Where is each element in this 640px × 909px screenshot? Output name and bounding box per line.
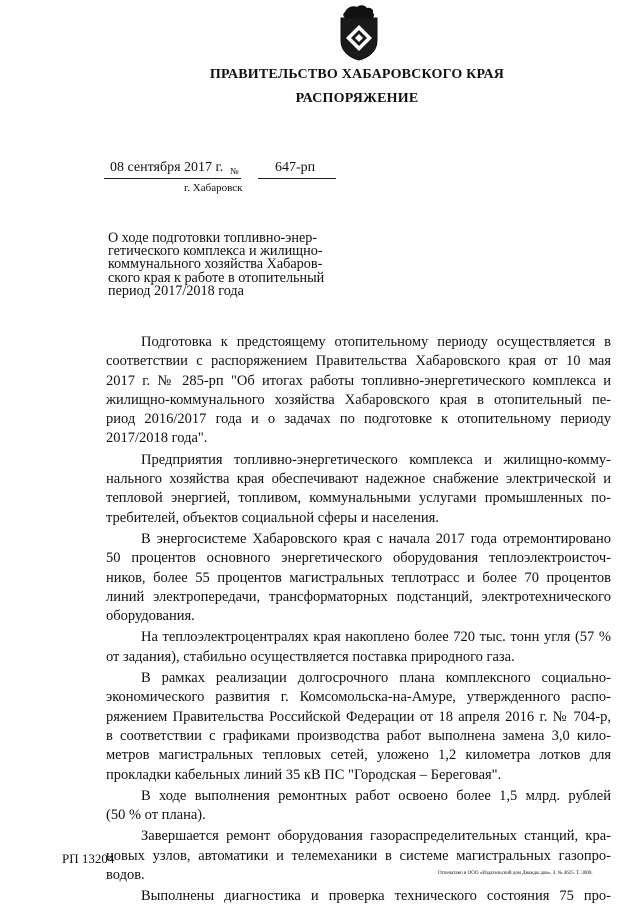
paragraph-line: от задания), стабильно осуществляется поставка природного газа. <box>106 648 515 665</box>
paragraph-line: В энергосистеме Хабаровского края с начала 2017 года отремонтировано <box>141 530 611 547</box>
paragraph-line: Предприятия топливно-энергетического комплекса и жилищно-комму- <box>141 451 611 468</box>
paragraph <box>106 451 611 528</box>
subject-line: ского края к работе в отопительный <box>108 269 325 286</box>
paragraph-line: Завершается ремонт оборудования газораспределительных станций, кра- <box>141 828 611 845</box>
number-underline <box>258 178 336 179</box>
paragraph-line: Выполнены диагностика и проверка технического состояния 75 про- <box>141 888 611 905</box>
paragraph-line: риод 2016/2017 года и о задачах по подготовке к отопительному периоду <box>106 411 611 428</box>
paragraph-line: В рамках реализации долгосрочного плана комплексного социально- <box>141 670 611 687</box>
number-sign: № <box>230 166 239 176</box>
paragraph-line: нального хозяйства края обеспечивают надежное снабжение электрической и <box>106 471 611 488</box>
paragraph-line: 2017 г. № 285-рп "Об итогах работы топливно-энергетического комплекса и <box>106 372 611 389</box>
document-city: г. Хабаровск <box>184 182 243 194</box>
paragraph-line: линий электропередачи, трансформаторных подстанций, электротехнического <box>106 588 611 605</box>
paragraph-line: ряжением Правительства Российской Федерации от 18 апреля 2016 г. № 704-р, <box>106 708 611 725</box>
paragraph-line: требителей, объектов социальной сферы и населения. <box>106 509 439 526</box>
document-date: 08 сентября 2017 г. <box>110 160 224 175</box>
paragraph-line: Подготовка к предстоящему отопительному периоду осуществляется в <box>141 334 611 350</box>
paragraph <box>106 887 611 906</box>
document-type: РАСПОРЯЖЕНИЕ <box>295 91 419 106</box>
paragraph-line: ников, более 55 процентов магистральных теплотрасс и более 70 процентов <box>106 569 611 586</box>
paragraph <box>106 669 611 785</box>
paragraph-line: метров магистральных тепловых сетей, уложено 1,2 километра лотков для <box>106 747 611 764</box>
paragraph-line: (50 % от плана). <box>106 807 206 824</box>
paragraph <box>106 628 611 667</box>
subject-line: коммунального хозяйства Хабаров- <box>108 256 323 273</box>
paragraph-line: прокладки кабельных линий 35 кВ ПС "Городская – Береговая". <box>106 766 502 783</box>
paragraph-line: оборудования. <box>106 608 195 625</box>
document-number: 647-рп <box>275 160 316 175</box>
print-imprint: Отпечатано в ООО «Издательский дом Дважды два». З. № 4625. Т. 3000. <box>438 871 593 876</box>
paragraph-line: соответствии с распоряжением Правительства Хабаровского края от 10 мая <box>106 353 611 370</box>
paragraph-line: На теплоэлектроцентралях края накоплено более 720 тыс. тонн угля (57 % <box>141 629 611 646</box>
coat-of-arms-icon <box>337 3 381 61</box>
paragraph-line: 50 процентов основного энергетического оборудования теплоэлектроисточ- <box>106 550 611 567</box>
paragraph-line: 2017/2018 года". <box>106 430 208 447</box>
document-code: РП 13204 <box>62 851 115 866</box>
organization-name: ПРАВИТЕЛЬСТВО ХАБАРОВСКОГО КРАЯ <box>209 67 505 82</box>
paragraph-line: В ходе выполнения ремонтных работ освоено более 1,5 млрд. рублей <box>141 787 611 804</box>
paragraph-line: тепловой энергией, топливом, коммунальными услугами промышленных по- <box>106 490 611 507</box>
paragraph <box>106 530 611 626</box>
paragraph-line: новых узлов, автоматики и телемеханики в системе магистральных газопро- <box>106 847 611 864</box>
paragraph-line: жилищно-коммунального хозяйства Хабаровского края в отопительный пе- <box>106 391 611 408</box>
subject-line: гетического комплекса и жилищно- <box>108 243 323 260</box>
date-underline <box>104 178 241 179</box>
document-body <box>106 333 611 909</box>
subject-line: О ходе подготовки топливно-энер- <box>108 230 318 246</box>
subject-line: период 2017/2018 года <box>108 282 244 299</box>
paragraph-line: в соответствии с графиками производства работ выполнена замена 3,0 кило- <box>106 727 611 744</box>
document-subject <box>108 232 324 298</box>
paragraph <box>106 333 611 449</box>
paragraph-line: экономического развития г. Комсомольска-на-Амуре, утвержденного распо- <box>106 689 611 706</box>
paragraph <box>106 787 611 826</box>
paragraph-line: водов. <box>106 867 145 884</box>
paragraph <box>106 827 611 885</box>
